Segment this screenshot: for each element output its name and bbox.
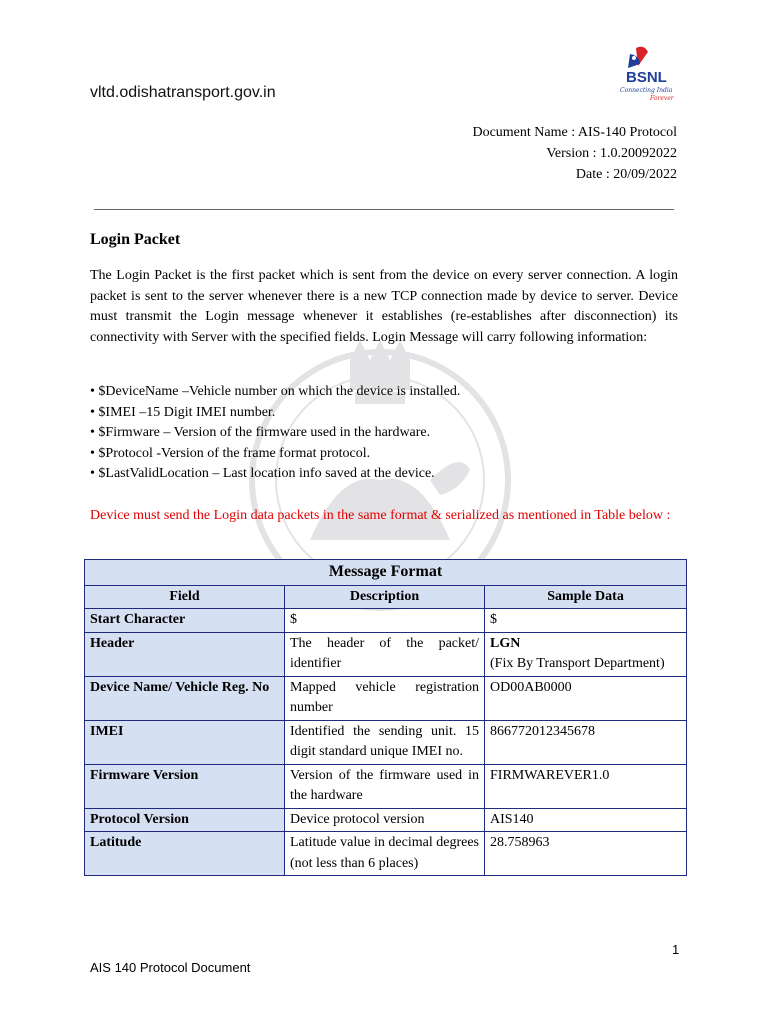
document-name: Document Name : AIS-140 Protocol — [472, 125, 677, 140]
intro-paragraph: The Login Packet is the first packet which is sent from the device on every server connection. A login packet is sent to the server whenever there is a new TCP connection made by device to server. Device must transmit the Login message whenever it establishes (re-establishes after disconnection) its connectivity with Server with the specified fields. Login Message will carry following information: — [90, 268, 678, 345]
format-note: Device must send the Login data packets in the same format & serialized as mentioned in Table below : — [90, 508, 671, 523]
list-item: • $LastValidLocation – Last location info saved at the device. — [90, 466, 435, 481]
message-format-table — [84, 559, 687, 876]
footer-text: AIS 140 Protocol Document — [90, 960, 251, 975]
logo-name: BSNL — [626, 69, 667, 86]
bsnl-logo-icon — [612, 44, 684, 108]
column-header-description: Description — [285, 585, 485, 609]
bsnl-logo — [612, 44, 684, 108]
logo-tagline: Connecting India — [620, 87, 673, 94]
description-cell: $ — [285, 609, 485, 633]
field-cell: Header — [85, 632, 285, 676]
field-cell: Start Character — [85, 609, 285, 633]
description-cell: Version of the firmware used in the hardware — [285, 764, 485, 808]
description-cell: Latitude value in decimal degrees (not less than 6 places) — [285, 832, 485, 876]
table-header-row — [85, 585, 687, 609]
document-version: Version : 1.0.20092022 — [546, 146, 677, 161]
sample-cell: 866772012345678 — [485, 720, 687, 764]
field-cell: Firmware Version — [85, 764, 285, 808]
description-cell: Device protocol version — [285, 808, 485, 832]
column-header-sample: Sample Data — [485, 585, 687, 609]
table-row — [85, 632, 687, 676]
sample-cell: OD00AB0000 — [485, 676, 687, 720]
field-cell: Latitude — [85, 832, 285, 876]
sample-cell: $ — [485, 609, 687, 633]
description-cell: Identified the sending unit. 15 digit standard unique IMEI no. — [285, 720, 485, 764]
site-url: vltd.odishatransport.gov.in — [90, 84, 276, 101]
sample-note: (Fix By Transport Department) — [490, 656, 665, 671]
list-item: • $DeviceName –Vehicle number on which the device is installed. — [90, 384, 461, 399]
list-item: • $Protocol -Version of the frame format protocol. — [90, 445, 371, 461]
sample-value: LGN — [490, 635, 521, 651]
sample-cell: FIRMWAREVER1.0 — [485, 764, 687, 808]
list-item: • $IMEI –15 Digit IMEI number. — [90, 404, 276, 420]
table-row — [85, 832, 687, 876]
header-divider — [94, 209, 674, 210]
table-row — [85, 676, 687, 720]
table-row — [85, 764, 687, 808]
document-date: Date : 20/09/2022 — [575, 167, 677, 182]
description-cell: The header of the packet/ identifier — [285, 632, 485, 676]
page-number: 1 — [672, 942, 680, 957]
sample-cell: 28.758963 — [485, 832, 687, 876]
description-cell: Mapped vehicle registration number — [285, 676, 485, 720]
table-row — [85, 609, 687, 633]
table-caption-row — [85, 560, 687, 586]
info-list — [90, 382, 460, 485]
field-cell: Device Name/ Vehicle Reg. No — [85, 676, 285, 720]
table-row — [85, 720, 687, 764]
sample-cell — [485, 632, 687, 676]
column-header-field: Field — [85, 585, 285, 609]
document-meta — [472, 122, 677, 185]
sample-cell: AIS140 — [485, 808, 687, 832]
list-item: • $Firmware – Version of the firmware used in the hardware. — [90, 425, 431, 440]
field-cell: IMEI — [85, 720, 285, 764]
table-caption: Message Format — [85, 560, 687, 586]
section-title: Login Packet — [90, 231, 181, 248]
field-cell: Protocol Version — [85, 808, 285, 832]
logo-sub-tagline: Forever — [650, 95, 674, 102]
table-row — [85, 808, 687, 832]
